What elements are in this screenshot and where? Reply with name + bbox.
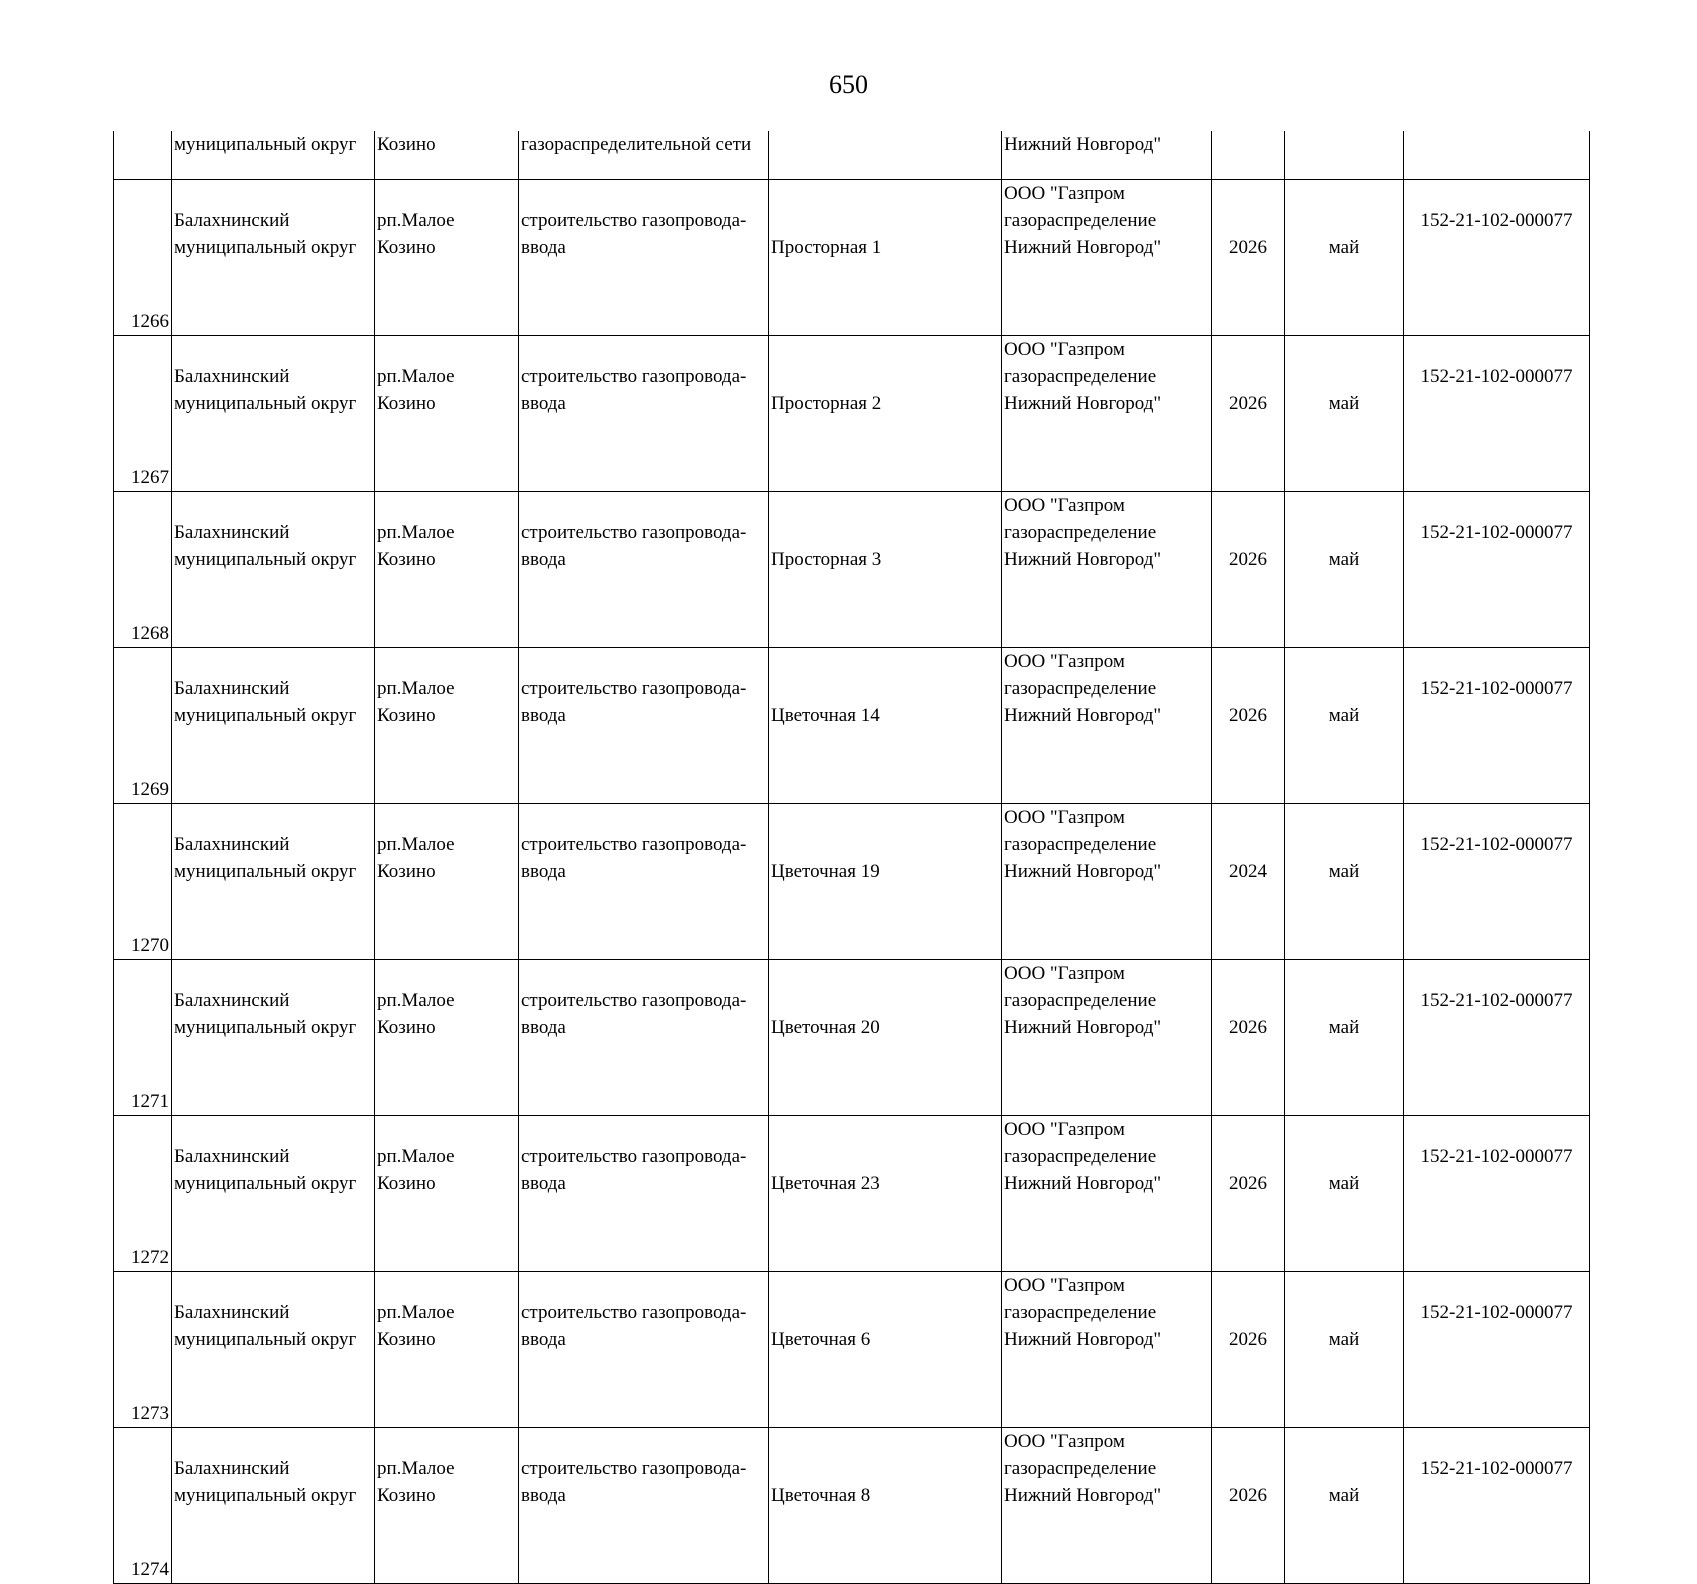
cell-month: май xyxy=(1285,1116,1404,1272)
cell-district: Балахнинский муниципальный округ xyxy=(172,180,375,336)
cell-executor xyxy=(1002,804,1212,960)
cell-district: муниципальный округ xyxy=(172,131,375,180)
executor-line-3: Нижний Новгород" xyxy=(1004,705,1162,726)
executor-line-1: ООО "Газпром xyxy=(1004,1275,1125,1296)
cell-num: 1267 xyxy=(114,336,172,492)
cell-district: Балахнинский муниципальный округ xyxy=(172,336,375,492)
executor-line-2: газораспределение xyxy=(1004,990,1157,1011)
cell-num: 1269 xyxy=(114,648,172,804)
cell-executor xyxy=(1002,180,1212,336)
cell-district: Балахнинский муниципальный округ xyxy=(172,1272,375,1428)
cell-address: Цветочная 8 xyxy=(769,1428,1002,1584)
cell-code: 152-21-102-000077 xyxy=(1404,1272,1590,1428)
executor-line-1: ООО "Газпром xyxy=(1004,807,1125,828)
cell-code: 152-21-102-000077 xyxy=(1404,1116,1590,1272)
executor-line-2: газораспределение xyxy=(1004,834,1157,855)
table-row xyxy=(114,960,1590,1116)
cell-code xyxy=(1404,131,1590,180)
cell-month: май xyxy=(1285,648,1404,804)
cell-code: 152-21-102-000077 xyxy=(1404,336,1590,492)
cell-year: 2026 xyxy=(1212,1428,1285,1584)
executor-line-1: ООО "Газпром xyxy=(1004,495,1125,516)
cell-work: строительство газопровода-ввода xyxy=(519,1272,769,1428)
cell-work: строительство газопровода-ввода xyxy=(519,336,769,492)
executor-line-3: Нижний Новгород" xyxy=(1004,549,1162,570)
cell-locality: рп.Малое Козино xyxy=(375,1428,519,1584)
cell-year: 2026 xyxy=(1212,336,1285,492)
executor-line-1: ООО "Газпром xyxy=(1004,1431,1125,1452)
registry-table xyxy=(113,131,1590,1584)
cell-address: Цветочная 14 xyxy=(769,648,1002,804)
cell-address xyxy=(769,131,1002,180)
cell-locality: рп.Малое Козино xyxy=(375,648,519,804)
cell-year: 2026 xyxy=(1212,648,1285,804)
cell-month: май xyxy=(1285,1428,1404,1584)
table-row xyxy=(114,1272,1590,1428)
executor-line-2: газораспределение xyxy=(1004,1302,1157,1323)
table-body xyxy=(114,131,1590,1584)
cell-work: строительство газопровода-ввода xyxy=(519,1428,769,1584)
executor-line-3: Нижний Новгород" xyxy=(1004,1329,1162,1350)
cell-year: 2024 xyxy=(1212,804,1285,960)
executor-line-3: Нижний Новгород" xyxy=(1004,1017,1162,1038)
executor-line-3: Нижний Новгород" xyxy=(1004,1485,1162,1506)
table-row-continuation xyxy=(114,131,1590,180)
cell-district: Балахнинский муниципальный округ xyxy=(172,1428,375,1584)
cell-locality: рп.Малое Козино xyxy=(375,960,519,1116)
cell-locality: Козино xyxy=(375,131,519,180)
cell-num: 1272 xyxy=(114,1116,172,1272)
cell-year: 2026 xyxy=(1212,180,1285,336)
cell-executor: Нижний Новгород" xyxy=(1002,131,1212,180)
cell-num: 1268 xyxy=(114,492,172,648)
cell-work: строительство газопровода-ввода xyxy=(519,180,769,336)
cell-locality: рп.Малое Козино xyxy=(375,1116,519,1272)
executor-line-3: Нижний Новгород" xyxy=(1004,237,1162,258)
executor-line-2: газораспределение xyxy=(1004,210,1157,231)
cell-code: 152-21-102-000077 xyxy=(1404,180,1590,336)
cell-executor xyxy=(1002,1116,1212,1272)
cell-address: Просторная 2 xyxy=(769,336,1002,492)
cell-month: май xyxy=(1285,804,1404,960)
table-row xyxy=(114,1116,1590,1272)
cell-district: Балахнинский муниципальный округ xyxy=(172,648,375,804)
cell-work: строительство газопровода-ввода xyxy=(519,648,769,804)
table-row xyxy=(114,648,1590,804)
cell-address: Цветочная 20 xyxy=(769,960,1002,1116)
executor-line-1: ООО "Газпром xyxy=(1004,339,1125,360)
cell-work: строительство газопровода-ввода xyxy=(519,492,769,648)
cell-executor xyxy=(1002,1428,1212,1584)
cell-locality: рп.Малое Козино xyxy=(375,804,519,960)
cell-code: 152-21-102-000077 xyxy=(1404,960,1590,1116)
cell-address: Цветочная 6 xyxy=(769,1272,1002,1428)
cell-code: 152-21-102-000077 xyxy=(1404,492,1590,648)
cell-year: 2026 xyxy=(1212,1116,1285,1272)
cell-district: Балахнинский муниципальный округ xyxy=(172,960,375,1116)
cell-work: строительство газопровода-ввода xyxy=(519,960,769,1116)
cell-num: 1273 xyxy=(114,1272,172,1428)
executor-line-2: газораспределение xyxy=(1004,1146,1157,1167)
cell-locality: рп.Малое Козино xyxy=(375,336,519,492)
cell-district: Балахнинский муниципальный округ xyxy=(172,492,375,648)
cell-year: 2026 xyxy=(1212,492,1285,648)
cell-year xyxy=(1212,131,1285,180)
cell-work: газораспределительной сети xyxy=(519,131,769,180)
cell-district: Балахнинский муниципальный округ xyxy=(172,804,375,960)
cell-address: Цветочная 23 xyxy=(769,1116,1002,1272)
cell-num xyxy=(114,131,172,180)
cell-locality: рп.Малое Козино xyxy=(375,492,519,648)
cell-month: май xyxy=(1285,336,1404,492)
cell-code: 152-21-102-000077 xyxy=(1404,804,1590,960)
cell-num: 1266 xyxy=(114,180,172,336)
executor-line-3: Нижний Новгород" xyxy=(1004,861,1162,882)
cell-locality: рп.Малое Козино xyxy=(375,1272,519,1428)
table-row xyxy=(114,336,1590,492)
cell-month: май xyxy=(1285,960,1404,1116)
executor-line-3: Нижний Новгород" xyxy=(1004,393,1162,414)
cell-year: 2026 xyxy=(1212,1272,1285,1428)
executor-line-3: Нижний Новгород" xyxy=(1004,1173,1162,1194)
cell-address: Просторная 3 xyxy=(769,492,1002,648)
cell-code: 152-21-102-000077 xyxy=(1404,648,1590,804)
page-number: 650 xyxy=(829,70,868,99)
executor-line-1: ООО "Газпром xyxy=(1004,1119,1125,1140)
cell-address: Просторная 1 xyxy=(769,180,1002,336)
cell-month: май xyxy=(1285,1272,1404,1428)
cell-work: строительство газопровода-ввода xyxy=(519,804,769,960)
cell-year: 2026 xyxy=(1212,960,1285,1116)
executor-line-1: ООО "Газпром xyxy=(1004,183,1125,204)
cell-month: май xyxy=(1285,492,1404,648)
executor-line-1: ООО "Газпром xyxy=(1004,963,1125,984)
cell-executor xyxy=(1002,648,1212,804)
executor-line-2: газораспределение xyxy=(1004,522,1157,543)
cell-month: май xyxy=(1285,180,1404,336)
executor-line-2: газораспределение xyxy=(1004,678,1157,699)
cell-work: строительство газопровода-ввода xyxy=(519,1116,769,1272)
cell-executor xyxy=(1002,492,1212,648)
cell-executor xyxy=(1002,960,1212,1116)
cell-num: 1271 xyxy=(114,960,172,1116)
cell-executor xyxy=(1002,1272,1212,1428)
cell-num: 1270 xyxy=(114,804,172,960)
table-row xyxy=(114,180,1590,336)
executor-line-2: газораспределение xyxy=(1004,366,1157,387)
cell-month xyxy=(1285,131,1404,180)
table-row xyxy=(114,1428,1590,1584)
executor-line-2: газораспределение xyxy=(1004,1458,1157,1479)
executor-line-1: ООО "Газпром xyxy=(1004,651,1125,672)
cell-district: Балахнинский муниципальный округ xyxy=(172,1116,375,1272)
cell-executor xyxy=(1002,336,1212,492)
cell-num: 1274 xyxy=(114,1428,172,1584)
cell-locality: рп.Малое Козино xyxy=(375,180,519,336)
table-row xyxy=(114,492,1590,648)
cell-address: Цветочная 19 xyxy=(769,804,1002,960)
table-row xyxy=(114,804,1590,960)
cell-code: 152-21-102-000077 xyxy=(1404,1428,1590,1584)
